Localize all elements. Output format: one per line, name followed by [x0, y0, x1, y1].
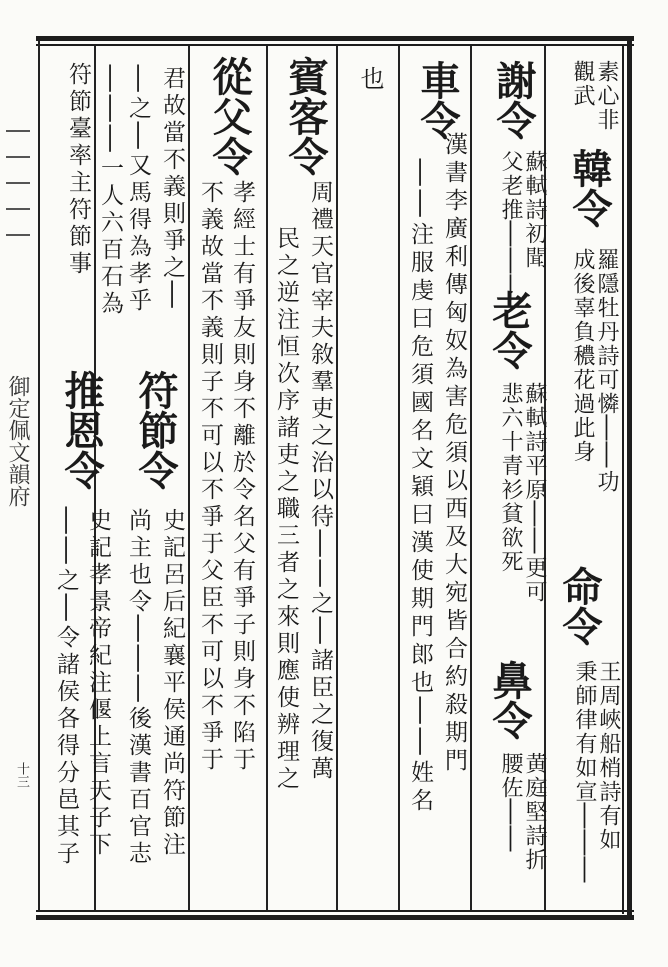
text-column-8: 也: [356, 66, 384, 92]
text-column-11a: 君故當不義則爭之│: [159, 66, 185, 312]
column-divider: [470, 46, 472, 910]
text-column-10b: 不義故當不義則子不可以不爭于父臣不可以不爭于: [197, 180, 223, 774]
text-column-5b: 腰佐││: [498, 752, 523, 854]
text-column-4a: 蘇軾詩平原││更可: [522, 382, 547, 604]
text-column-2b: 秉師律有如宣│││: [572, 660, 597, 885]
column-divider: [188, 46, 190, 910]
bottom-border: [36, 915, 634, 920]
text-column-12b: │││一人六百石為: [97, 66, 123, 318]
bottom-border-inner: [36, 910, 634, 912]
text-column-5a: 黄庭堅詩折: [522, 752, 547, 872]
entry-headword: 從父令: [206, 56, 253, 176]
entry-headword: 韓令: [566, 148, 613, 228]
text-column-4b: 悲六十青衫貧欲死: [498, 382, 523, 574]
text-column-9a: 周禮天官宰夫敘羣吏之治以待││之│諸臣之復萬: [307, 180, 333, 783]
text-column-12c: 史記孝景帝紀注偃上言天子下: [85, 508, 111, 859]
text-column-11b: │之│又馬得為孝乎: [125, 66, 151, 315]
top-border: [36, 36, 634, 41]
entry-headword: 符節令: [132, 370, 179, 490]
right-border: [627, 36, 632, 920]
column-divider: [336, 46, 338, 910]
text-column-12a: 符節臺率主符節事: [65, 62, 91, 278]
entry-headword: 推恩令: [58, 370, 105, 490]
text-column-9b: 民之逆注恒次序諸吏之職三者之來則應使辨理之: [273, 226, 299, 793]
text-column-10a: 孝經士有爭友則身不離於令名父有爭子則身不陷于: [229, 180, 255, 774]
text-column-3b: 父老推│││: [498, 150, 523, 303]
entry-headword: 老令: [486, 290, 533, 370]
entry-headword: 車令: [414, 60, 461, 140]
text-column-1d: 成後辜負穠花過此身: [570, 248, 595, 464]
entry-headword: 謝令: [490, 60, 537, 140]
column-divider: [266, 46, 268, 910]
right-border-inner: [622, 44, 624, 914]
entry-headword: 賓客令: [282, 56, 329, 176]
text-column-11c: 史記呂后紀襄平侯通尚符節注: [159, 508, 185, 859]
text-column-3a: 蘇軾詩初聞: [522, 150, 547, 270]
text-column-6: ││注服虔曰危須國名文穎曰漢使期門郎也││姓名: [407, 160, 433, 816]
text-column-7: 漢書李廣利傳匈奴為害危須以西及大宛皆合約殺期門: [441, 132, 467, 776]
column-divider: [398, 46, 400, 910]
page-number: 十三: [14, 762, 29, 788]
text-column-1a: 素心非: [594, 60, 619, 132]
gutter-fishtail: [2, 106, 34, 326]
gutter-title: 御定佩文韻府: [5, 375, 30, 507]
text-column-2a: 王周峽船梢詩有如: [596, 660, 621, 852]
text-column-12d: ││之│令諸侯各得分邑其子: [53, 508, 79, 868]
text-column-11d: 尚主也令│││後漢書百官志: [125, 508, 151, 868]
entry-headword: 命令: [556, 566, 603, 646]
text-column-1c: 羅隱牡丹詩可憐││功: [594, 248, 619, 494]
text-column-1b: 觀武: [570, 60, 595, 108]
entry-headword: 鼻令: [486, 660, 533, 740]
